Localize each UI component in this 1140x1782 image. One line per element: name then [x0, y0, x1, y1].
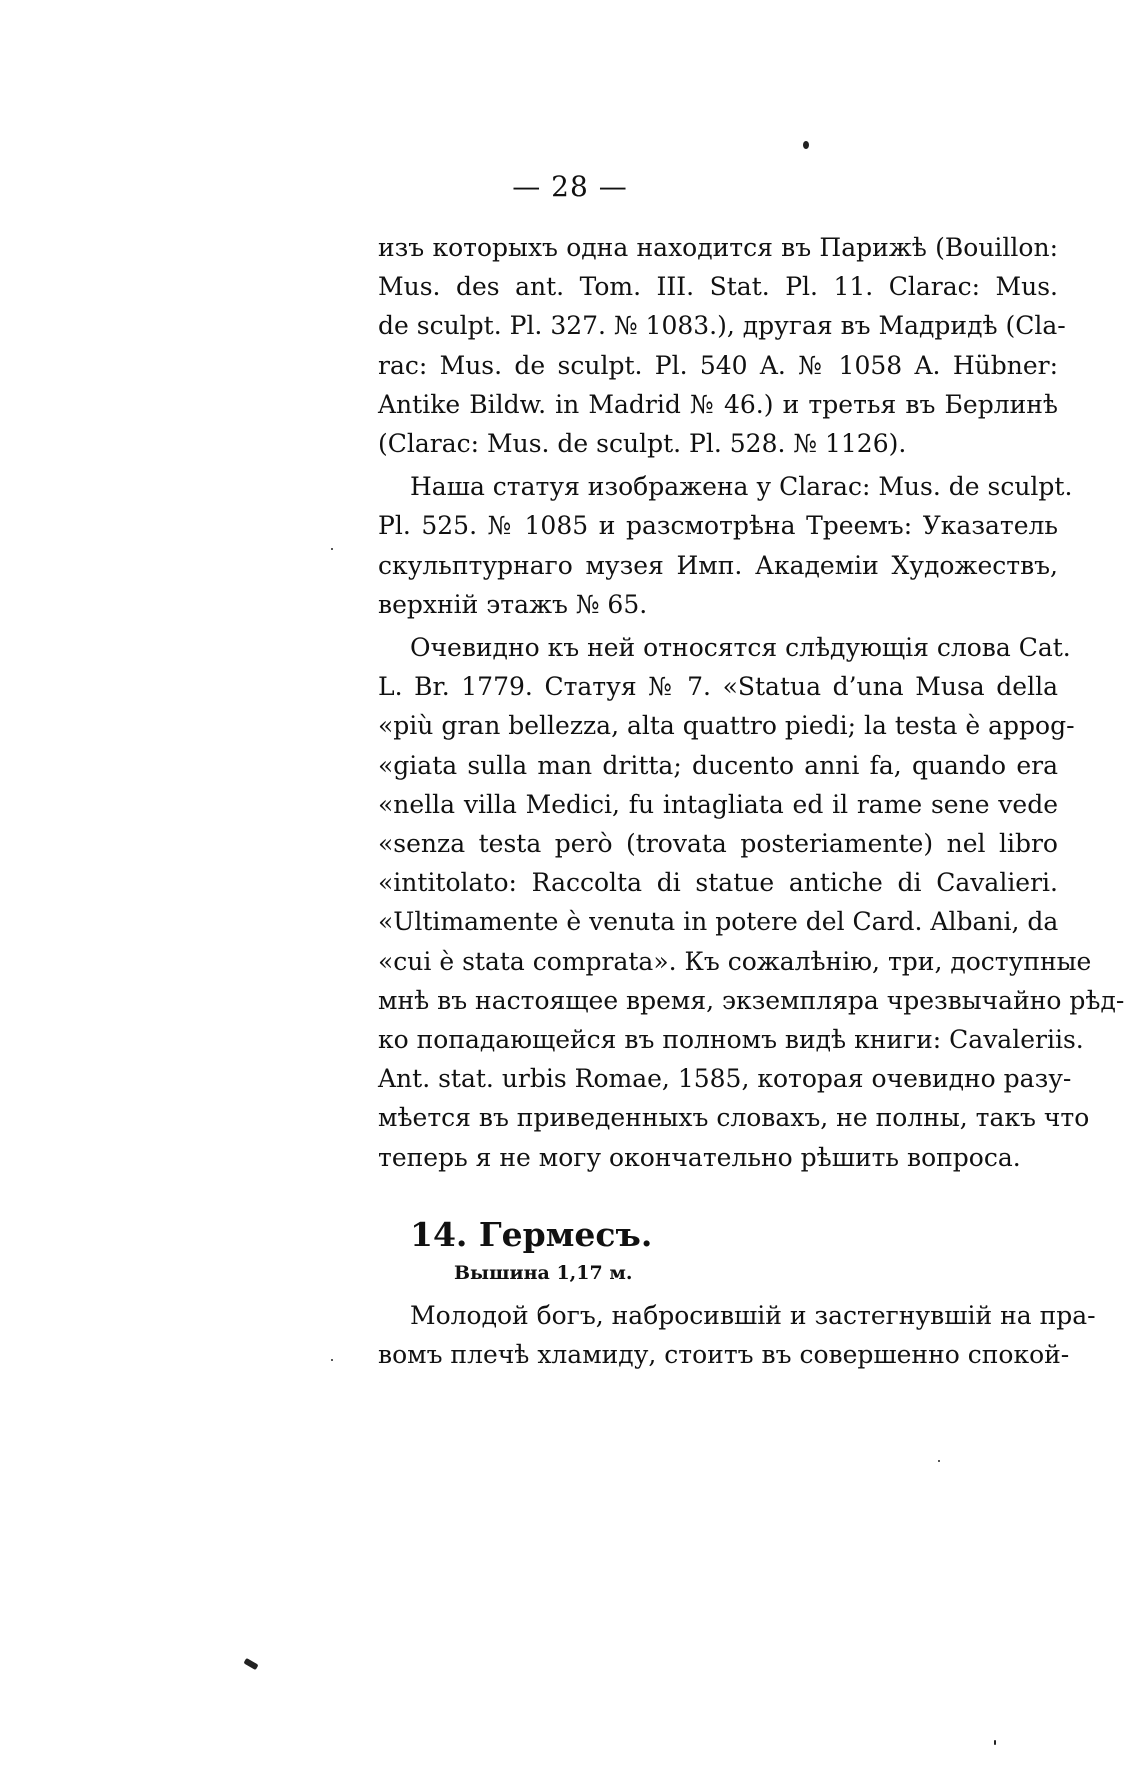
text-line: L. Br. 1779. Статуя № 7. «Statua d’una Musa della	[378, 672, 1058, 702]
text-line: мнѣ въ настоящее время, экземпляра чрезвычайно рѣд-	[378, 985, 1125, 1015]
text-line: Ant. stat. urbis Romae, 1585, которая очевидно разу-	[378, 1064, 1072, 1094]
text-line: «più gran bellezza, alta quattro piedi; la testa è appog-	[378, 711, 1075, 741]
paragraph-2	[378, 467, 1073, 624]
section-heading: 14. Гермесъ.	[410, 1215, 653, 1254]
text-line: «nella villa Medici, fu intagliata ed il rame sene vede	[378, 789, 1058, 819]
text-line: «cui è stata comprata». Къ сожалѣнію, три, доступные	[378, 946, 1092, 976]
scan-speck	[938, 1460, 940, 1462]
section-body-text	[378, 1296, 1096, 1374]
scan-speck	[331, 1359, 333, 1361]
text-line: вомъ плечѣ хламиду, стоитъ въ совершенно спокой-	[378, 1340, 1070, 1370]
section-height-note: Вышина 1,17 м.	[454, 1262, 633, 1284]
text-line: (Clarac: Mus. de sculpt. Pl. 528. № 1126).	[378, 429, 907, 459]
scan-speck	[243, 1658, 258, 1670]
text-line: Antike Bildw. in Madrid № 46.) и третья въ Берлинѣ	[378, 389, 1058, 419]
text-line: Mus. des ant. Tom. III. Stat. Pl. 11. Clarac: Mus.	[378, 272, 1058, 302]
text-line: скульптурнаго музея Имп. Академіи Художествъ,	[378, 550, 1058, 580]
paragraph-3	[378, 628, 1125, 1177]
text-line: «intitolato: Raccolta di statue antiche di Cavalieri.	[378, 868, 1058, 898]
text-line: Очевидно къ ней относятся слѣдующія слова Cat.	[410, 633, 1071, 663]
body-text	[378, 228, 1125, 1177]
text-line: теперь я не могу окончательно рѣшить вопроса.	[378, 1142, 1021, 1172]
text-line: Наша статуя изображена у Clarac: Mus. de sculpt.	[410, 472, 1073, 502]
page-number: — 28 —	[512, 170, 628, 203]
paragraph-1	[378, 228, 1066, 463]
text-line: «giata sulla man dritta; ducento anni fa, quando era	[378, 750, 1058, 780]
text-line: «senza testa però (trovata posteriamente) nel libro	[378, 829, 1058, 859]
text-line: de sculpt. Pl. 327. № 1083.), другая въ Мадридѣ (Cla-	[378, 311, 1066, 341]
scan-speck	[803, 141, 809, 149]
text-line: «Ultimamente è venuta in potere del Card. Albani, da	[378, 907, 1059, 937]
text-line: мѣется въ приведенныхъ словахъ, не полны, такъ что	[378, 1103, 1090, 1133]
scan-speck	[331, 548, 333, 550]
text-line: ко попадающейся въ полномъ видѣ книги: Cavaleriis.	[378, 1025, 1084, 1055]
text-line: верхній этажъ № 65.	[378, 589, 648, 619]
text-line: Молодой богъ, набросившій и застегнувшій на пра-	[410, 1301, 1096, 1330]
scan-speck	[994, 1740, 996, 1745]
text-line: Pl. 525. № 1085 и разсмотрѣна Треемъ: Указатель	[378, 511, 1058, 541]
text-line: rac: Mus. de sculpt. Pl. 540 A. № 1058 A. Hübner:	[378, 350, 1058, 380]
text-line: изъ которыхъ одна находится въ Парижѣ (Bouillon:	[378, 233, 1058, 262]
